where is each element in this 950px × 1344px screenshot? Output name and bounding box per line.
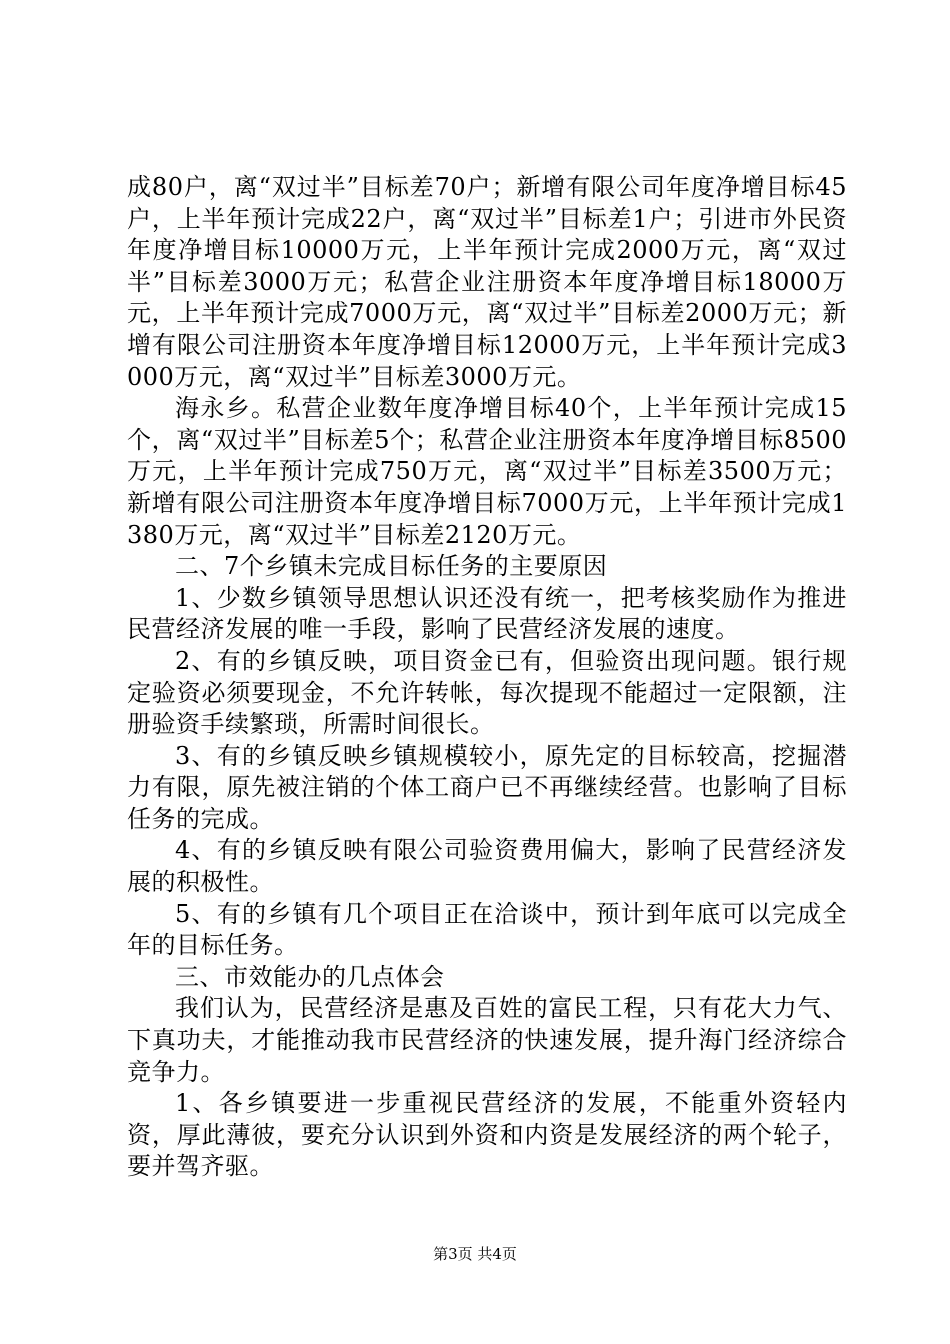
paragraph-1: 成80户，离“双过半”目标差70户；新增有限公司年度净增目标45户，上半年预计完成22户，离“双过半”目标差1户；引进市外民资年度净增目标10000万元，上半年预计完成2000万元，离“双过半”目标差3000万元；私营企业注册资本年度净增目标18000万元，上半年预计完成7000万元，离“双过半”目标差2000万元；新增有限公司注册资本年度净增目标12000万元，上半年预计完成3000万元，离“双过半”目标差3000万元。 bbox=[127, 173, 847, 391]
section-heading-2: 二、7个乡镇未完成目标任务的主要原因 bbox=[175, 552, 608, 581]
paragraph-10: 我们认为，民营经济是惠及百姓的富民工程，只有花大力气、下真功夫，才能推动我市民营经济的快速发展，提升海门经济综合竞争力。 bbox=[127, 994, 847, 1086]
paragraph-6: 3、有的乡镇反映乡镇规模较小，原先定的目标较高，挖掘潜力有限，原先被注销的个体工商户已不再继续经营。也影响了目标任务的完成。 bbox=[127, 741, 847, 833]
paragraph-2: 海永乡。私营企业数年度净增目标40个，上半年预计完成15个，离“双过半”目标差5个；私营企业注册资本年度净增目标8500万元，上半年预计完成750万元，离“双过半”目标差3500万元；新增有限公司注册资本年度净增目标7000万元，上半年预计完成1380万元，离“双过半”目标差2120万元。 bbox=[127, 394, 847, 549]
paragraph-8: 5、有的乡镇有几个项目正在洽谈中，预计到年底可以完成全年的目标任务。 bbox=[127, 899, 847, 960]
paragraph-4: 1、少数乡镇领导思想认识还没有统一，把考核奖励作为推进民营经济发展的唯一手段，影响了民营经济发展的速度。 bbox=[127, 583, 847, 644]
paragraph-5: 2、有的乡镇反映，项目资金已有，但验资出现问题。银行规定验资必须要现金，不允许转帐，每次提现不能超过一定限额，注册验资手续繁琐，所需时间很长。 bbox=[127, 646, 847, 739]
document-body bbox=[127, 172, 847, 1183]
page-number-label: 第3页 共4页 bbox=[433, 1245, 517, 1263]
paragraph-7: 4、有的乡镇反映有限公司验资费用偏大，影响了民营经济发展的积极性。 bbox=[127, 836, 847, 897]
paragraph-11: 1、各乡镇要进一步重视民营经济的发展，不能重外资轻内资，厚此薄彼，要充分认识到外资和内资是发展经济的两个轮子，要并驾齐驱。 bbox=[127, 1089, 847, 1181]
page-footer bbox=[0, 1244, 950, 1264]
section-heading-3: 三、市效能办的几点体会 bbox=[175, 962, 445, 991]
